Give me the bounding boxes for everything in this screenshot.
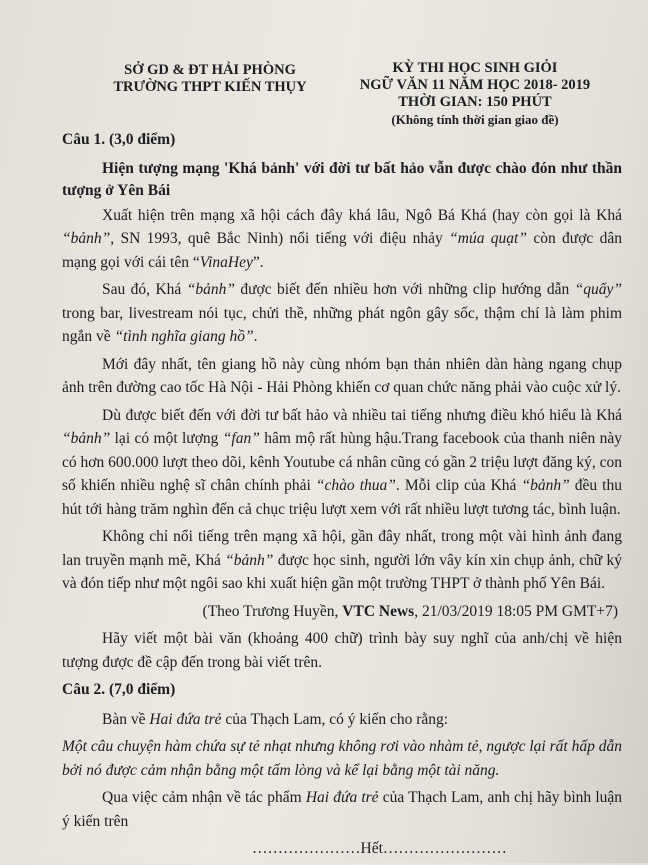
article-paragraph-3: Mới đây nhất, tên giang hồ này cùng nhóm bạn thản nhiên dàn hàng ngang chụp ảnh trên đường cao tốc Hà Nội - Hải Phòng khiến cơ quan chức năng phải vào cuộc xử lý. — [62, 355, 622, 396]
article-source: (Theo Trương Huyền, VTC News, 21/03/2019 18:05 PM GMT+7) — [202, 602, 618, 620]
question-2-heading: Câu 2. (7,0 điểm) — [62, 681, 176, 698]
article-paragraph-4: Dù được biết đến với đời tư bất hảo và nhiều tai tiếng nhưng điều khó hiểu là Khá “bảnh” lại có một lượng “fan” hâm mộ rất hùng hậu.Trang facebook của thanh niên này có hơn 600.000 lượt theo dõi, kênh Youtube cá nhân cũng có gần 2 triệu lượt đăng ký, con số khiến nhiều nghệ sĩ chân chính phải “chào thua”. Mỗi clip của Khá “bảnh” đều thu hút tới hàng trăm nghìn đến cả chục triệu lượt xem với rất nhiều lượt tương tác, bình luận. — [62, 406, 622, 518]
school-name: TRƯỜNG THPT KIẾN THỤY — [113, 79, 307, 95]
exam-duration: THỜI GIAN: 150 PHÚT — [398, 94, 552, 110]
end-marker: …………………Hết…………………… — [252, 840, 507, 857]
article-title: Hiện tượng mạng 'Khá bảnh' với đời tư bất hảo vẫn được chào đón như thần tượng ở Yên Bái — [62, 159, 622, 199]
question-2-intro: Bàn về Hai đứa trẻ của Thạch Lam, có ý kiến cho rằng: — [102, 710, 449, 728]
school-header — [95, 62, 325, 96]
article-paragraph-5: Không chỉ nổi tiếng trên mạng xã hội, gần đây nhất, trong một vài hình ảnh đang lan truyền mạnh mẽ, Khá “bảnh” được học sinh, người lớn vây kín xin chụp ảnh, chữ ký và đón tiếp như một ngôi sao khi xuất hiện gần một trường THPT ở thành phố Yên Bái. — [62, 528, 622, 592]
question-1-task: Hãy viết một bài văn (khoảng 400 chữ) trình bày suy nghĩ của anh/chị về hiện tượng được đề cập đến trong bài viết trên. — [62, 630, 622, 671]
department-name: SỞ GD & ĐT HẢI PHÒNG — [124, 62, 296, 78]
subject-year: NGỮ VĂN 11 NĂM HỌC 2018- 2019 — [359, 77, 591, 93]
duration-note: (Không tính thời gian giao đề) — [391, 112, 559, 127]
exam-name: KỲ THI HỌC SINH GIỎI — [392, 60, 558, 76]
exam-header — [330, 60, 620, 128]
question-2-quote: Một câu chuyện hàm chứa sự tẻ nhạt nhưng không rơi vào nhàm tẻ, ngược lại rất hấp dẫn bởi nó được cảm nhận bằng một tấm lòng và kể lại bằng một tài năng. — [62, 738, 622, 779]
exam-body — [62, 128, 622, 865]
question-2-task: Qua việc cảm nhận về tác phẩm Hai đứa trẻ của Thạch Lam, anh chị hãy bình luận ý kiến trên — [62, 789, 623, 830]
article-paragraph-1: Xuất hiện trên mạng xã hội cách đây khá lâu, Ngô Bá Khá (hay còn gọi là Khá “bảnh”, SN 1993, quê Bắc Ninh) nổi tiếng với điệu nhảy “múa quạt” còn được dân mạng gọi với cái tên “VinaHey”. — [62, 206, 622, 271]
question-1-heading: Câu 1. (3,0 điểm) — [62, 131, 176, 148]
article-paragraph-2: Sau đó, Khá “bảnh” được biết đến nhiều hơn với những clip hướng dẫn “quẩy” trong bar, livestream nói tục, chửi thề, những phát ngôn gây sốc, thậm chí là làm phim ngắn về “tình nghĩa giang hồ”. — [62, 281, 623, 345]
